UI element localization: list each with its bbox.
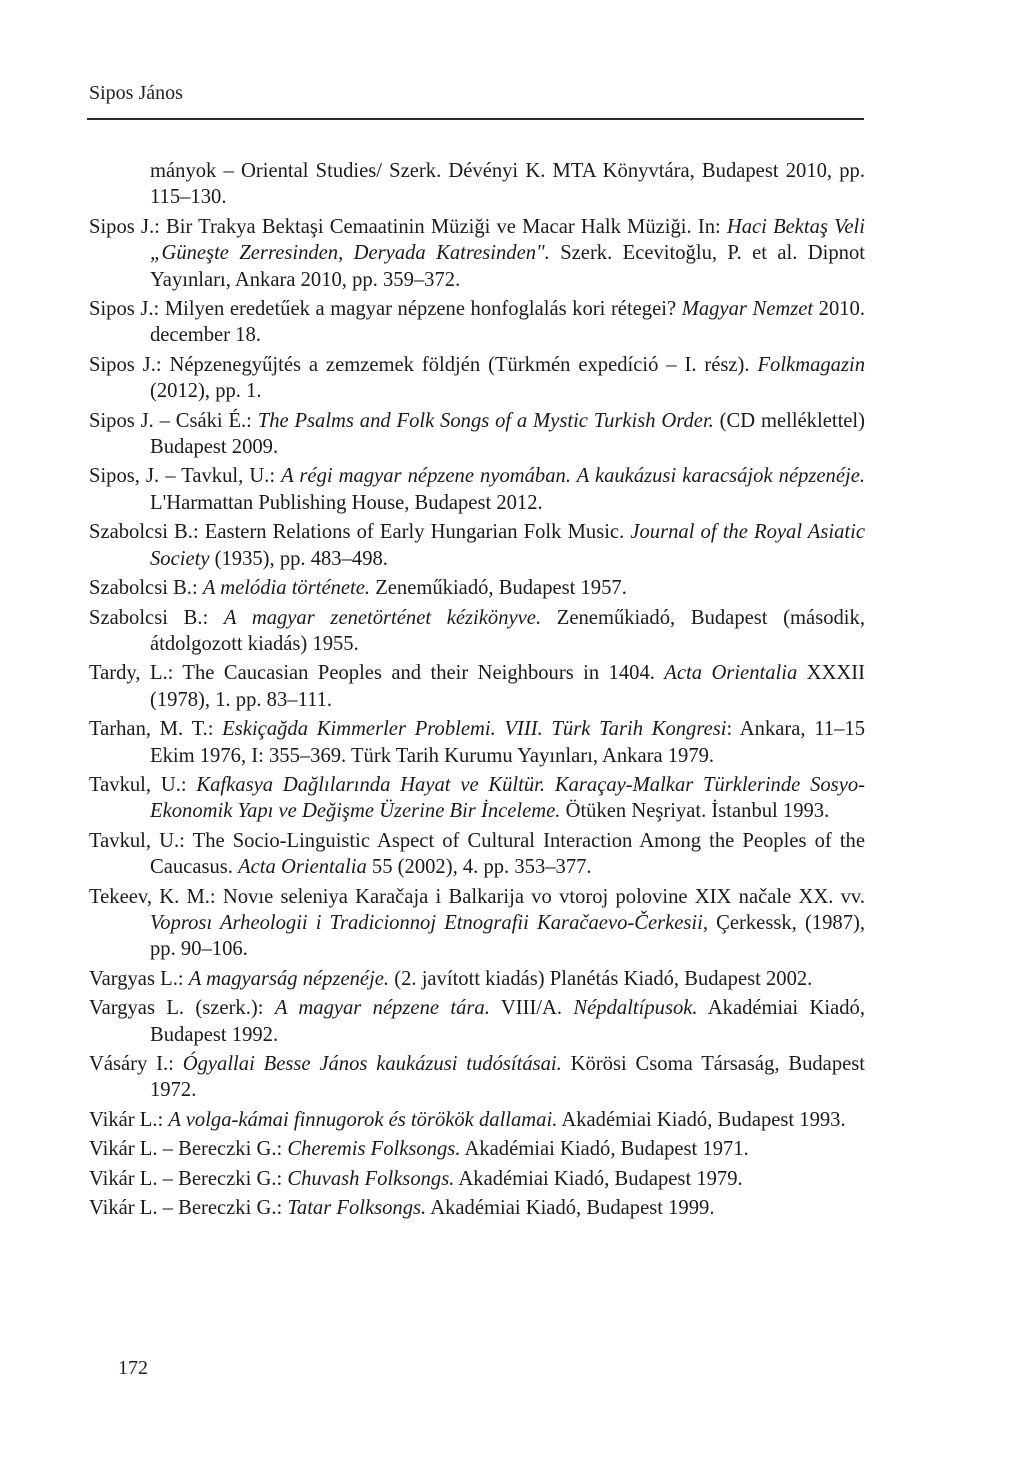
reference-entry bbox=[89, 660, 865, 713]
reference-text: Vargyas L.: bbox=[89, 967, 189, 990]
reference-entry bbox=[89, 1195, 865, 1221]
reference-text: Zeneműkiadó, Budapest 1957. bbox=[370, 577, 627, 600]
reference-text: 55 (2002), 4. pp. 353–377. bbox=[366, 856, 592, 879]
reference-title: Cheremis Folksongs. bbox=[287, 1138, 461, 1161]
reference-text: Tavkul, U.: The Socio-Linguistic Aspect of Cultural Interaction Among the Peoples of the Caucasus. bbox=[89, 829, 865, 879]
reference-title: Chuvash Folksongs. bbox=[287, 1167, 455, 1190]
reference-text: Sipos, J. – Tavkul, U.: bbox=[89, 465, 282, 488]
reference-entry bbox=[89, 772, 865, 825]
reference-text: Sipos J.: Népzenegyűjtés a zemzemek földjén (Türkmén expedíció – I. rész). bbox=[89, 353, 758, 376]
reference-text: (1935), pp. 483–498. bbox=[209, 547, 388, 570]
reference-text: Akadémiai Kiadó, Budapest 1999. bbox=[426, 1197, 715, 1220]
reference-title: A melódia története. bbox=[202, 577, 371, 600]
reference-list bbox=[89, 158, 865, 1224]
reference-title: Ógyallai Besse János kaukázusi tudósításai. bbox=[182, 1053, 562, 1075]
reference-entry bbox=[89, 296, 865, 349]
reference-text: (2012), pp. 1. bbox=[150, 380, 262, 403]
reference-entry bbox=[89, 1107, 865, 1133]
reference-entry bbox=[89, 884, 865, 963]
reference-title: A magyar zenetörténet kézikönyve. bbox=[223, 606, 542, 629]
reference-entry bbox=[89, 716, 865, 769]
reference-text: Sipos J.: Milyen eredetűek a magyar népzene honfoglalás kori rétegei? bbox=[89, 298, 682, 321]
reference-entry bbox=[89, 463, 865, 516]
reference-title: Voprosı Arheologii i Tradicionnoj Etnografii Karačaevo-Čerkesii, bbox=[150, 911, 709, 934]
reference-entry-continued bbox=[89, 158, 865, 211]
reference-text: Zeneműkiadó, Budapest (második, átdolgozott kiadás) 1955. bbox=[150, 606, 865, 655]
reference-title: Eskiçağda Kimmerler Problemi. VIII. Türk Tarih Kongresi bbox=[222, 718, 727, 741]
reference-text: (2. javított kiadás) Planétás Kiadó, Budapest 2002. bbox=[389, 967, 813, 990]
reference-title: Tatar Folksongs. bbox=[287, 1197, 427, 1220]
reference-entry bbox=[89, 214, 865, 293]
reference-text: Vargyas L. (szerk.): bbox=[89, 997, 275, 1020]
reference-text: Ötüken Neşriyat. İstanbul 1993. bbox=[560, 800, 830, 823]
reference-title: Acta Orientalia bbox=[664, 662, 798, 685]
reference-text: L'Harmattan Publishing House, Budapest 2012. bbox=[150, 491, 543, 514]
reference-title: Magyar Nemzet bbox=[681, 298, 814, 321]
reference-text: Akadémiai Kiadó, Budapest 1992. bbox=[150, 997, 865, 1046]
reference-text: Vikár L. – Bereczki G.: bbox=[89, 1138, 288, 1161]
reference-entry bbox=[89, 575, 865, 601]
reference-text: (CD melléklettel) Budapest 2009. bbox=[150, 409, 866, 459]
reference-title: Népdaltípusok. bbox=[573, 997, 698, 1020]
reference-text: Akadémiai Kiadó, Budapest 1993. bbox=[557, 1108, 846, 1131]
reference-entry bbox=[89, 966, 865, 992]
reference-entry bbox=[89, 352, 865, 405]
reference-entry bbox=[89, 1166, 865, 1192]
reference-text: Szabolcsi B.: bbox=[89, 577, 203, 600]
reference-entry bbox=[89, 1136, 865, 1162]
header-rule bbox=[87, 118, 864, 120]
reference-title: Haci Bektaş Veli „Güneşte Zerresinden, Deryada Katresinden". bbox=[150, 215, 865, 265]
reference-entry bbox=[89, 408, 865, 461]
reference-text: : Ankara, 11–15 Ekim 1976, I: 355–369. Türk Tarih Kurumu Yayınları, Ankara 1979. bbox=[150, 718, 865, 767]
reference-title: Folkmagazin bbox=[757, 353, 865, 376]
reference-entry bbox=[89, 995, 865, 1048]
reference-text: Tardy, L.: The Caucasian Peoples and their Neighbours in 1404. bbox=[89, 662, 665, 685]
reference-text: Vikár L. – Bereczki G.: bbox=[89, 1167, 288, 1190]
reference-entry bbox=[89, 519, 865, 572]
reference-text: Tekeev, K. M.: Novıe seleniya Karačaja i Balkarija vo vtoroj polovine XIX načale XX. vv. bbox=[89, 885, 865, 908]
reference-text: Vikár L. – Bereczki G.: bbox=[89, 1197, 288, 1220]
reference-text: Sipos J. – Csáki É.: bbox=[89, 409, 258, 432]
reference-text: Tarhan, M. T.: bbox=[89, 718, 223, 741]
reference-text: Szabolcsi B.: bbox=[89, 606, 224, 629]
reference-text: Szerk. Ecevitoğlu, P. et al. Dipnot Yayınları, Ankara 2010, pp. 359–372. bbox=[150, 242, 865, 291]
reference-text: Vikár L.: bbox=[89, 1108, 169, 1131]
reference-title: A volga-kámai finnugorok és törökök dallamai. bbox=[168, 1108, 558, 1131]
reference-title: A régi magyar népzene nyomában. A kaukázusi karacsájok népzenéje. bbox=[281, 465, 865, 488]
reference-title: A magyar népzene tára. bbox=[274, 997, 490, 1020]
reference-text: Çerkessk, (1987), pp. 90–106. bbox=[150, 911, 865, 961]
reference-entry bbox=[89, 605, 865, 658]
reference-title: Journal of the Royal Asiatic Society bbox=[150, 521, 865, 570]
reference-text: mányok – Oriental Studies/ Szerk. Dévényi K. MTA Könyvtára, Budapest 2010, pp. 115–130. bbox=[150, 160, 865, 209]
reference-title: Acta Orientalia bbox=[238, 856, 367, 879]
reference-text: Akadémiai Kiadó, Budapest 1971. bbox=[460, 1138, 749, 1161]
reference-text: Tavkul, U.: bbox=[89, 773, 197, 796]
reference-text: VIII/A. bbox=[489, 997, 574, 1020]
page-number: 172 bbox=[118, 1357, 148, 1379]
reference-text: Körösi Csoma Társaság, Budapest 1972. bbox=[150, 1053, 865, 1102]
reference-title: Kafkasya Dağlılarında Hayat ve Kültür. Karaçay-Malkar Türklerinde Sosyo-Ekonomik Yapı ve Değişme Üzerine Bir İnceleme. bbox=[150, 773, 865, 823]
reference-text: XXXII (1978), 1. pp. 83–111. bbox=[150, 662, 865, 711]
reference-text: Szabolcsi B.: Eastern Relations of Early Hungarian Folk Music. bbox=[89, 521, 631, 544]
reference-title: The Psalms and Folk Songs of a Mystic Turkish Order. bbox=[257, 409, 714, 432]
running-header: Sipos János bbox=[89, 82, 183, 104]
reference-entry bbox=[89, 828, 865, 881]
reference-text: Sipos J.: Bir Trakya Bektaşi Cemaatinin Müziği ve Macar Halk Müziği. In: bbox=[89, 215, 727, 238]
reference-text: Vásáry I.: bbox=[89, 1053, 183, 1075]
reference-entry bbox=[89, 1051, 865, 1104]
reference-text: 2010. december 18. bbox=[150, 298, 866, 347]
reference-text: Akadémiai Kiadó, Budapest 1979. bbox=[454, 1167, 743, 1190]
reference-title: A magyarság népzenéje. bbox=[188, 967, 390, 990]
